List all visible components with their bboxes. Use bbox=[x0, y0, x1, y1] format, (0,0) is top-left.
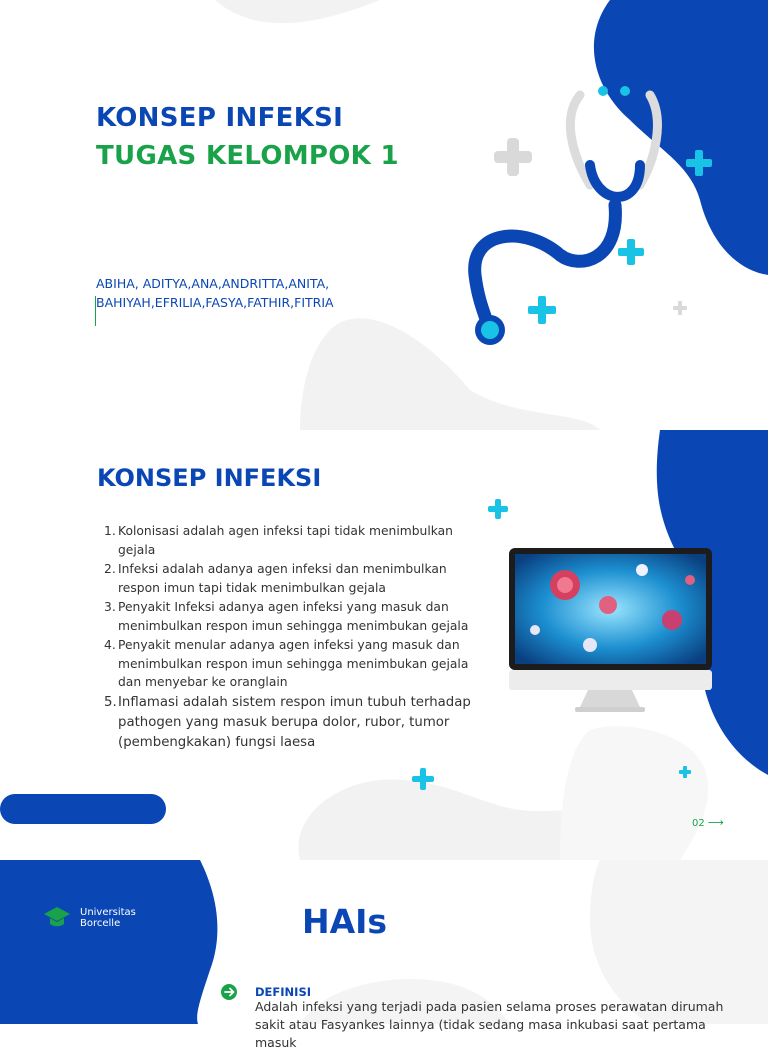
stethoscope-icon bbox=[475, 86, 658, 345]
plus-icon-gray bbox=[494, 138, 532, 176]
list-item bbox=[104, 560, 484, 597]
plus-icon-cyan bbox=[528, 296, 556, 324]
list-item bbox=[104, 522, 484, 559]
plus-icon-cyan bbox=[618, 239, 644, 265]
list-text: Penyakit menular adanya agen infeksi yang masuk dan menimbulkan respon imun sehingga menimbukan gejala dan menyebar ke oranglain bbox=[118, 638, 469, 689]
group-members bbox=[96, 274, 334, 312]
decor-pill bbox=[0, 794, 166, 824]
text-cursor bbox=[95, 296, 96, 326]
arrow-circle-icon bbox=[221, 984, 237, 1000]
list-item bbox=[104, 693, 484, 753]
list-text: Infeksi adalah adanya agen infeksi dan menimbulkan respon imun tapi tidak menimbulkan gejala bbox=[118, 562, 447, 595]
slide-title bbox=[0, 0, 768, 430]
list-text: Kolonisasi adalah agen infeksi tapi tidak menimbulkan gejala bbox=[118, 524, 453, 557]
title-line-2: TUGAS KELOMPOK 1 bbox=[96, 141, 399, 171]
definition-text: Adalah infeksi yang terjadi pada pasien selama proses perawatan dirumah sakit atau Fasyankes lainnya (tidak sedang masa inkubasi saat pertama masuk bbox=[255, 999, 724, 1050]
university-logo-text bbox=[80, 907, 136, 929]
plus-icon-cyan bbox=[488, 499, 508, 519]
list-number: 1. bbox=[104, 524, 116, 538]
list-number: 2. bbox=[104, 562, 116, 576]
list-number: 5. bbox=[104, 694, 117, 710]
slide-hais bbox=[0, 860, 768, 1050]
list-number: 4. bbox=[104, 638, 116, 652]
university-name: Borcelle bbox=[80, 918, 121, 929]
title-line-1: KONSEP INFEKSI bbox=[96, 103, 344, 133]
concept-list bbox=[104, 522, 484, 754]
members-line-2: BAHIYAH,EFRILIA,FASYA,FATHIR,FITRIA bbox=[96, 295, 334, 310]
members-line-1: ABIHA, ADITYA,ANA,ANDRITTA,ANITA, bbox=[96, 276, 330, 291]
definition-title: DEFINISI bbox=[255, 985, 312, 999]
page-number: 02 bbox=[692, 818, 705, 829]
slide-title: HAIs bbox=[302, 902, 388, 941]
monitor-image bbox=[509, 548, 712, 712]
list-text: Inflamasi adalah sistem respon imun tubuh terhadap pathogen yang masuk berupa dolor, rubor, tumor (pembengkakan) fungsi laesa bbox=[118, 694, 471, 750]
slide-title: KONSEP INFEKSI bbox=[97, 464, 322, 492]
list-item bbox=[104, 598, 484, 635]
list-item bbox=[104, 636, 484, 692]
slide1-background bbox=[0, 0, 768, 430]
slide-konsep-infeksi bbox=[0, 430, 768, 860]
list-text: Penyakit Infeksi adanya agen infeksi yang masuk dan menimbulkan respon imun sehingga menimbukan gejala bbox=[118, 600, 469, 633]
plus-icon-small-gray bbox=[673, 301, 687, 315]
list-number: 3. bbox=[104, 600, 116, 614]
university-label: Universitas bbox=[80, 907, 136, 918]
next-arrow-icon[interactable]: ⟶ bbox=[708, 816, 724, 829]
